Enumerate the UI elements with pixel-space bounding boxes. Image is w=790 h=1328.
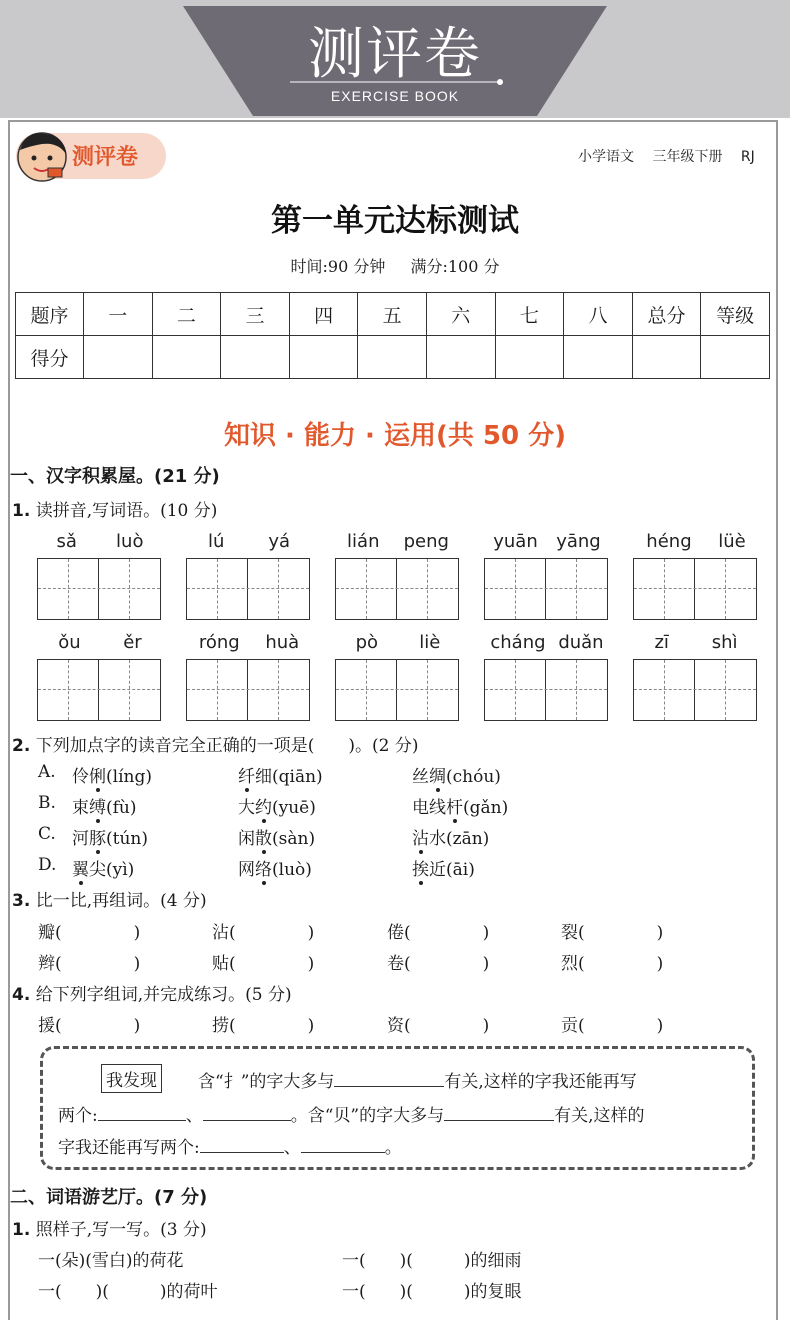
exam-meta — [0, 254, 790, 277]
writing-grid[interactable] — [186, 558, 310, 620]
answer-blank[interactable] — [334, 1068, 444, 1087]
question-number: 2. — [12, 736, 31, 756]
table-cell: 八 — [564, 293, 633, 336]
answer-blank[interactable] — [98, 1102, 186, 1121]
option-a-word-1: 伶俐(líng) — [72, 767, 152, 787]
table-cell: 七 — [495, 293, 564, 336]
time-label: 时间:90 分钟 — [290, 257, 386, 276]
pinyin: róng — [198, 632, 240, 653]
word-blank[interactable]: 倦( ) — [387, 923, 490, 943]
question-number: 1. — [12, 1220, 31, 1240]
phrase-blank[interactable]: 一( )( )的荷叶 — [38, 1282, 218, 1302]
pinyin: cháng — [490, 632, 546, 653]
question-text: 照样子,写一写。(3 分) — [35, 1220, 207, 1240]
writing-grid[interactable] — [633, 659, 757, 721]
pinyin: liè — [419, 632, 441, 653]
table-cell: 总分 — [632, 293, 701, 336]
word-blank[interactable]: 卷( ) — [387, 954, 490, 974]
pinyin: héng — [646, 531, 692, 552]
option-c-label: C. — [38, 824, 56, 844]
word-blank[interactable]: 烈( ) — [561, 954, 664, 974]
pinyin-box-group — [484, 630, 610, 721]
pinyin: lüè — [718, 531, 746, 552]
pinyin: lú — [207, 531, 225, 552]
pinyin-box-group — [37, 630, 163, 721]
table-cell: 等级 — [701, 293, 770, 336]
discovery-line-3: 字我还能再写两个: 、 。 — [58, 1133, 402, 1158]
option-a-word-3: 丝绸(chóu) — [412, 767, 501, 787]
writing-grid[interactable] — [335, 558, 459, 620]
grade-info — [578, 146, 755, 166]
full-score-label: 满分:100 分 — [410, 257, 500, 276]
grade-label: 三年级下册 — [652, 149, 723, 165]
pinyin: lián — [347, 531, 380, 552]
part-title: 二、词语游艺厅。(7 分) — [10, 1187, 208, 1208]
word-blank[interactable]: 瓣( ) — [38, 923, 141, 943]
subject-label: 小学语文 — [578, 149, 634, 165]
pinyin-box-group — [633, 529, 759, 620]
writing-grid[interactable] — [335, 659, 459, 721]
score-input-cell[interactable] — [358, 336, 427, 379]
word-blank[interactable]: 资( ) — [387, 1016, 490, 1036]
discovery-line-1: 含“扌”的字大多与 有关,这样的字我还能再写 — [198, 1067, 637, 1092]
score-input-cell[interactable] — [289, 336, 358, 379]
student-avatar-icon — [12, 128, 72, 184]
section-heading: 知识 · 能力 · 运用(共 50 分) — [223, 421, 566, 451]
edition-label: RJ — [740, 149, 755, 165]
banner-subtitle: EXERCISE BOOK — [330, 88, 460, 104]
table-cell: 一 — [84, 293, 153, 336]
option-b-word-1: 束缚(fù) — [72, 798, 137, 818]
pinyin: ǒu — [58, 632, 81, 653]
question-2 — [12, 731, 418, 756]
pinyin-box-group — [335, 630, 461, 721]
answer-blank[interactable] — [444, 1102, 554, 1121]
answer-blank[interactable] — [203, 1102, 291, 1121]
option-c-word-2: 闲散(sàn) — [238, 829, 316, 849]
score-input-cell[interactable] — [495, 336, 564, 379]
option-b-word-2: 大约(yuē) — [238, 798, 316, 818]
score-input-cell[interactable] — [426, 336, 495, 379]
pinyin: zī — [654, 632, 669, 653]
table-cell: 六 — [426, 293, 495, 336]
word-blank[interactable]: 沾( ) — [212, 923, 315, 943]
option-b-label: B. — [38, 793, 56, 813]
score-input-cell[interactable] — [221, 336, 290, 379]
table-cell: 题序 — [16, 293, 84, 336]
score-table-score-row — [16, 336, 770, 379]
banner-title: 测评卷 — [308, 22, 482, 87]
word-blank[interactable]: 辫( ) — [38, 954, 141, 974]
word-blank[interactable]: 贡( ) — [561, 1016, 664, 1036]
phrase-blank[interactable]: 一( )( )的细雨 — [342, 1251, 522, 1271]
pinyin: pò — [355, 632, 379, 653]
writing-grid[interactable] — [37, 659, 161, 721]
question-4 — [12, 980, 292, 1005]
pinyin-box-group — [484, 529, 610, 620]
pinyin: yāng — [556, 531, 601, 552]
writing-grid[interactable] — [633, 558, 757, 620]
table-cell: 四 — [289, 293, 358, 336]
pinyin: duǎn — [558, 632, 604, 653]
option-b-word-3: 电线杆(gǎn) — [412, 798, 509, 818]
question-number: 1. — [12, 501, 31, 521]
pinyin-box-group — [186, 529, 312, 620]
pinyin-box-group — [186, 630, 312, 721]
pinyin-box-group — [37, 529, 163, 620]
option-c-word-1: 河豚(tún) — [72, 829, 148, 849]
question-text: 读拼音,写词语。(10 分) — [35, 501, 218, 521]
pinyin: peng — [403, 531, 449, 552]
score-input-cell[interactable] — [564, 336, 633, 379]
question-5 — [12, 1215, 207, 1240]
pinyin-box-group — [633, 630, 759, 721]
discovery-tag: 我发现 — [101, 1064, 162, 1093]
word-blank[interactable]: 裂( ) — [561, 923, 664, 943]
writing-grid[interactable] — [484, 558, 608, 620]
pinyin: yá — [268, 531, 291, 552]
pinyin: luò — [116, 531, 144, 552]
badge-label: 测评卷 — [72, 145, 139, 170]
question-number: 4. — [12, 985, 31, 1005]
question-text: 下列加点字的读音完全正确的一项是( )。(2 分) — [35, 736, 419, 756]
discovery-line-2: 两个: 、 。含“贝”的字大多与 有关,这样的 — [58, 1101, 645, 1126]
option-d-word-3: 挨近(āi) — [412, 860, 475, 880]
option-d-label: D. — [38, 855, 57, 875]
question-1 — [12, 496, 217, 521]
score-input-cell[interactable] — [701, 336, 770, 379]
pinyin: ěr — [123, 632, 142, 653]
pinyin: yuān — [493, 531, 538, 552]
pinyin: huà — [265, 632, 300, 653]
question-number: 3. — [12, 891, 31, 911]
table-cell: 得分 — [16, 336, 84, 379]
word-blank[interactable]: 贴( ) — [212, 954, 315, 974]
writing-grid[interactable] — [37, 558, 161, 620]
question-text: 比一比,再组词。(4 分) — [35, 891, 207, 911]
option-a-label: A. — [38, 762, 56, 782]
answer-blank[interactable] — [301, 1134, 385, 1153]
word-blank[interactable]: 援( ) — [38, 1016, 141, 1036]
option-c-word-3: 沾水(zān) — [412, 829, 490, 849]
option-d-word-2: 网络(luò) — [238, 860, 312, 880]
pinyin: shì — [711, 632, 738, 653]
writing-grid[interactable] — [186, 659, 310, 721]
score-table-header-row — [16, 293, 770, 336]
question-text: 给下列字组词,并完成练习。(5 分) — [35, 985, 292, 1005]
score-input-cell[interactable] — [152, 336, 221, 379]
word-blank[interactable]: 捞( ) — [212, 1016, 315, 1036]
writing-grid[interactable] — [484, 659, 608, 721]
table-cell: 五 — [358, 293, 427, 336]
score-table — [15, 292, 770, 379]
score-input-cell[interactable] — [632, 336, 701, 379]
part-title: 一、汉字积累屋。(21 分) — [10, 466, 220, 487]
option-d-word-1: 翼尖(yì) — [72, 860, 135, 880]
pinyin: sǎ — [56, 531, 77, 552]
example-phrase: 一(朵)(雪白)的荷花 — [38, 1251, 184, 1271]
pinyin-box-group — [335, 529, 461, 620]
score-input-cell[interactable] — [84, 336, 153, 379]
exam-title: 第一单元达标测试 — [271, 203, 519, 239]
answer-blank[interactable] — [200, 1134, 284, 1153]
table-cell: 三 — [221, 293, 290, 336]
question-3 — [12, 886, 207, 911]
phrase-blank[interactable]: 一( )( )的复眼 — [342, 1282, 522, 1302]
table-cell: 二 — [152, 293, 221, 336]
option-a-word-2: 纤细(qiān) — [238, 767, 323, 787]
